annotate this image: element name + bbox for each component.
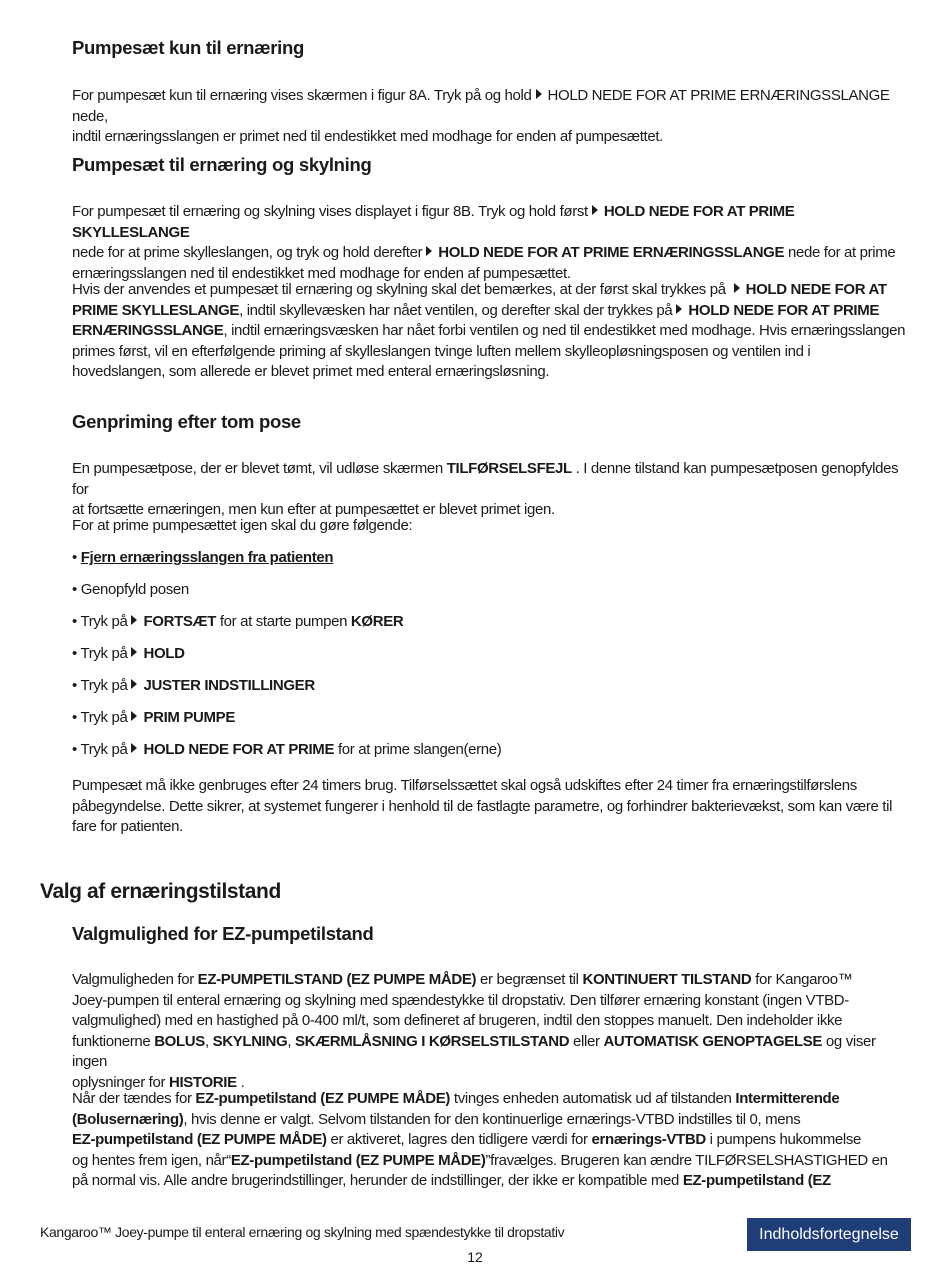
paragraph-ez-mode-1: Valgmuligheden for EZ-PUMPETILSTAND (EZ PUMPE MÅDE) er begrænset til KONTINUERT TILSTAND for Kangaroo™ Joey-pumpen til enteral ernæring og skylning med spændestykke til dropstativ. Den tilfører ernæring konstant (ingen VTBD- valgmulighed) med en hastighed på 0-400 ml/t, som defineret af brugeren, indtil den stoppes manuelt. Den indeholder ikke funktionerne BOLUS, SKYLNING, SKÆRMLÅSNING I KØRSELSTILSTAND eller AUTOMATISK GENOPTAGELSE og viser ingen oplysninger for HISTORIE . [72, 971, 876, 1091]
paragraph-ez-mode-2: Når der tændes for EZ-pumpetilstand (EZ PUMPE MÅDE) tvinges enheden automatisk ud af tilstanden Intermitterende (Bolusernæring), hvis denne er valgt. Selvom tilstanden for den kontinuerlige ernærings-VTBD indstilles til 0, mens EZ-pumpetilstand (EZ PUMPE MÅDE) er aktiveret, lagres den tidligere værdi for ernærings-VTBD i pumpens hukommelse og hentes frem igen, når“EZ-pumpetilstand (EZ PUMPE MÅDE)”fravælges. Brugeren kan ændre TILFØRSELSHASTIGHED en på normal vis. Alle andre brugerindstillinger, herunder de indstillinger, der ikke er kompatible med EZ-pumpetilstand (EZ [72, 1090, 888, 1189]
page-number: 12 [467, 1249, 483, 1265]
list-item: • Tryk på HOLD [72, 645, 185, 662]
play-arrow-icon [536, 89, 542, 99]
play-arrow-icon [131, 615, 137, 625]
list-item: • Tryk på JUSTER INDSTILLINGER [72, 677, 315, 694]
section-heading-feeding-flush: Pumpesæt til ernæring og skylning [72, 154, 372, 175]
table-of-contents-button[interactable]: Indholdsfortegnelse [747, 1218, 911, 1251]
play-arrow-icon [131, 711, 137, 721]
list-item: • Tryk på PRIM PUMPE [72, 709, 235, 726]
list-item: • Tryk på HOLD NEDE FOR AT PRIME for at prime slangen(erne) [72, 741, 502, 758]
paragraph-feeding-flush-1: For pumpesæt til ernæring og skylning vises displayet i figur 8B. Tryk og hold først HOLD NEDE FOR AT PRIME SKYLLESLANGE nede for at prime skylleslangen, og tryk og hold derefter HOLD NEDE FOR AT PRIME ERNÆRINGSSLANGE nede for at prime ernæringsslangen ned til endestikket med modhage for enden af pumpesættet. [72, 203, 896, 282]
section-heading-repriming: Genpriming efter tom pose [72, 411, 301, 432]
play-arrow-icon [426, 246, 432, 256]
paragraph-reuse-warning: Pumpesæt må ikke genbruges efter 24 timers brug. Tilførselssættet skal også udskiftes efter 24 timer fra ernæringstilførslens påbegyndelse. Dette sikrer, at systemet fungerer i henhold til de fastlagte parametre, og forhindrer bakterievækst, som kan være til fare for patienten. [72, 777, 893, 835]
paragraph-repriming-1: En pumpesætpose, der er blevet tømt, vil udløse skærmen TILFØRSELSFEJL . I denne tilstand kan pumpesætposen genopfyldes for at fortsætte ernæringen, men kun efter at pumpesættet er blevet primet igen. [72, 460, 899, 518]
paragraph-feeding-only: For pumpesæt kun til ernæring vises skærmen i figur 8A. Tryk på og hold HOLD NEDE FOR AT PRIME ERNÆRINGSSLANGE nede, indtil ernæringsslangen er primet ned til endestikket med modhage for enden af pumpesættet. [72, 87, 890, 145]
section-title-feeding-mode: Valg af ernæringstilstand [40, 880, 281, 903]
play-arrow-icon [131, 647, 137, 657]
paragraph-repriming-2: For at prime pumpesættet igen skal du gøre følgende: [72, 517, 413, 534]
play-arrow-icon [131, 743, 137, 753]
list-item: • Fjern ernæringsslangen fra patienten [72, 549, 334, 566]
section-heading-ez-mode: Valgmulighed for EZ-pumpetilstand [72, 923, 374, 944]
paragraph-feeding-flush-2: Hvis der anvendes et pumpesæt til ernæring og skylning skal det bemærkes, at der først skal trykkes på HOLD NEDE FOR AT PRIME SKYLLESLANGE, indtil skyllevæsken har nået ventilen, og derefter skal der trykkes på HOLD NEDE FOR AT PRIME ERNÆRINGSSLANGE, indtil ernæringsvæsken har nået forbi ventilen og ned til endestikket med modhage. Hvis ernæringsslangen primes først, vil en efterfølgende priming af skylleslangen tvinge luften mellem skylleopløsningsposen og ventilen ind i hovedslangen, som allerede er blevet primet med enteral ernæringsløsning. [72, 281, 906, 380]
section-heading-feeding-only: Pumpesæt kun til ernæring [72, 37, 305, 58]
play-arrow-icon [734, 283, 740, 293]
list-item: • Genopfyld posen [72, 581, 189, 598]
list-item: • Tryk på FORTSÆT for at starte pumpen KØRER [72, 613, 404, 630]
footer-product-name: Kangaroo™ Joey-pumpe til enteral ernæring og skylning med spændestykke til dropstativ [40, 1224, 565, 1240]
play-arrow-icon [592, 205, 598, 215]
play-arrow-icon [676, 304, 682, 314]
play-arrow-icon [131, 679, 137, 689]
